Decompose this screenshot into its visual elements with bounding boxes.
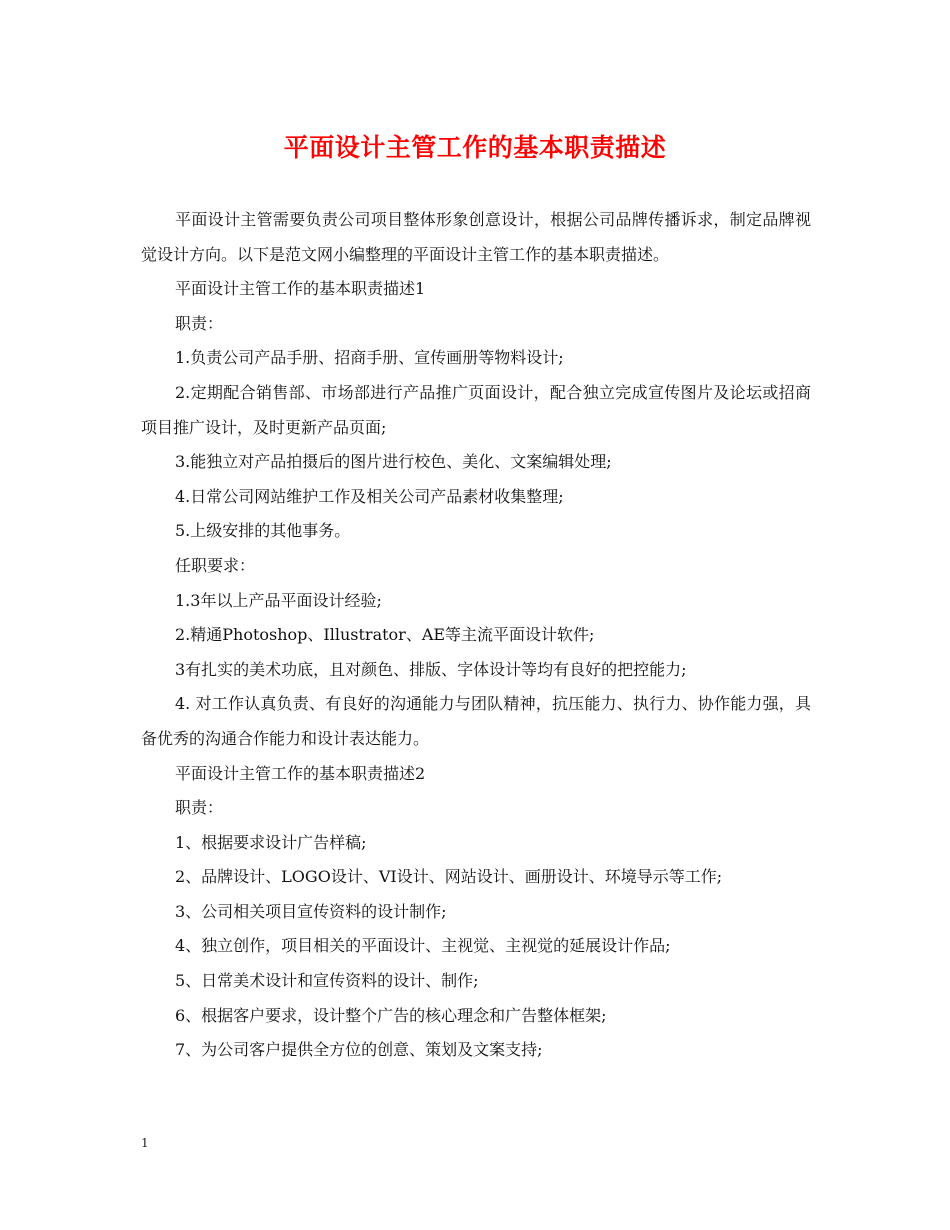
requirements-label: 任职要求： — [175, 555, 256, 575]
requirement-item: 3有扎实的美术功底，且对颜色、排版、字体设计等均有良好的把控能力; — [175, 659, 687, 679]
responsibility-item: 7、为公司客户提供全方位的创意、策划及文案支持; — [175, 1040, 543, 1060]
responsibility-item: 3、公司相关项目宣传资料的设计制作; — [175, 901, 447, 921]
document-body — [141, 203, 811, 1068]
requirement-item: 2.精通Photoshop、Illustrator、AE等主流平面设计软件; — [175, 625, 595, 645]
responsibility-item: 4.日常公司网站维护工作及相关公司产品素材收集整理; — [175, 486, 564, 506]
section-heading-2: 平面设计主管工作的基本职责描述2 — [175, 763, 426, 783]
responsibility-item: 1、根据要求设计广告样稿; — [175, 832, 367, 852]
responsibility-item: 3.能独立对产品拍摄后的图片进行校色、美化、文案编辑处理; — [175, 452, 612, 472]
intro-paragraph: 平面设计主管需要负责公司项目整体形象创意设计，根据公司品牌传播诉求，制定品牌视觉设计方向。以下是范文网小编整理的平面设计主管工作的基本职责描述。 — [141, 210, 811, 264]
responsibilities-label-2: 职责： — [175, 798, 224, 818]
requirement-item: 1.3年以上产品平面设计经验; — [175, 590, 382, 610]
responsibility-item: 1.负责公司产品手册、招商手册、宣传画册等物料设计; — [175, 348, 564, 368]
requirement-item: 4. 对工作认真负责、有良好的沟通能力与团队精神，抗压能力、执行力、协作能力强，具备优秀的沟通合作能力和设计表达能力。 — [141, 694, 811, 748]
responsibility-item: 2、品牌设计、LOGO设计、VI设计、网站设计、画册设计、环境导示等工作; — [175, 867, 723, 887]
section-heading-1: 平面设计主管工作的基本职责描述1 — [175, 279, 426, 299]
responsibility-item: 2.定期配合销售部、市场部进行产品推广页面设计，配合独立完成宣传图片及论坛或招商项目推广设计，及时更新产品页面; — [141, 382, 811, 437]
responsibility-item: 5、日常美术设计和宣传资料的设计、制作; — [175, 971, 479, 991]
responsibility-item: 6、根据客户要求，设计整个广告的核心理念和广告整体框架; — [175, 1005, 607, 1025]
document-title: 平面设计主管工作的基本职责描述 — [283, 133, 667, 162]
responsibility-item: 5.上级安排的其他事务。 — [175, 521, 351, 541]
page-number: 1 — [141, 1136, 149, 1150]
responsibilities-label-1: 职责： — [175, 313, 224, 333]
responsibility-item: 4、独立创作，项目相关的平面设计、主视觉、主视觉的延展设计作品; — [175, 936, 671, 956]
